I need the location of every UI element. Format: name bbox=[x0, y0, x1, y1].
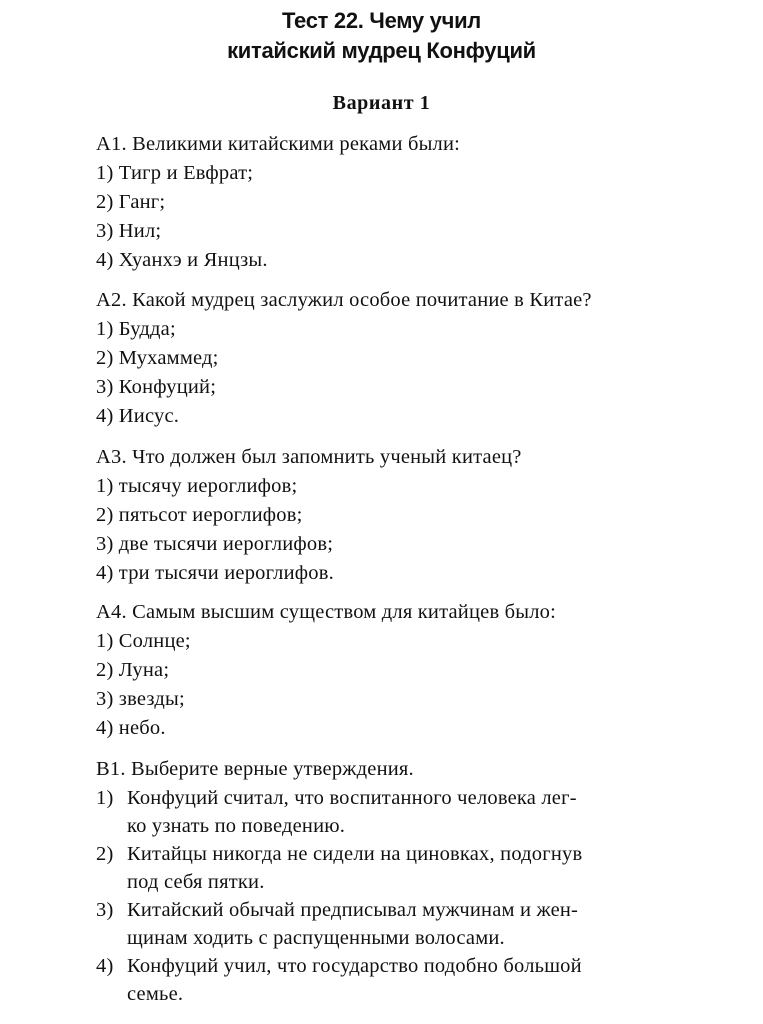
answer-option: 4) Хуанхэ и Янцзы. bbox=[96, 249, 268, 271]
answer-option: 3) Конфуций; bbox=[96, 376, 217, 398]
question-title: А1. Великими китайскими реками были: bbox=[96, 133, 461, 155]
answer-option: 1) Тигр и Евфрат; bbox=[96, 162, 254, 184]
answer-option: 2) пятьсот иероглифов; bbox=[96, 504, 303, 526]
statement-line: Китайцы никогда не сидели на циновках, подогнув bbox=[127, 843, 583, 865]
statement-number: 3) bbox=[96, 899, 114, 921]
answer-option: 4) Иисус. bbox=[96, 405, 180, 427]
question-a3 bbox=[96, 443, 716, 588]
answer-option: 1) Будда; bbox=[96, 318, 176, 340]
statement-line: Конфуций учил, что государство подобно большой bbox=[127, 955, 582, 977]
answer-option: 3) звезды; bbox=[96, 688, 185, 710]
test-title-line-1: Тест 22. Чему учил bbox=[282, 8, 481, 33]
question-b1 bbox=[96, 755, 716, 1008]
statement-line: семье. bbox=[127, 983, 184, 1005]
statement-option bbox=[96, 952, 716, 1008]
statement-text bbox=[127, 952, 712, 1008]
statement-line: щинам ходить с распущенными волосами. bbox=[127, 927, 505, 949]
statement-line: Конфуций считал, что воспитанного человека лег- bbox=[127, 787, 577, 809]
question-a4 bbox=[96, 598, 716, 743]
statement-number: 1) bbox=[96, 787, 114, 809]
answer-option: 1) Солнце; bbox=[96, 630, 191, 652]
question-title: А3. Что должен был запомнить ученый китаец? bbox=[96, 446, 522, 468]
answer-option: 2) Ганг; bbox=[96, 191, 166, 213]
answer-option: 2) Мухаммед; bbox=[96, 347, 219, 369]
question-title: В1. Выберите верные утверждения. bbox=[96, 758, 414, 780]
answer-option: 3) Нил; bbox=[96, 220, 162, 242]
variant-heading: Вариант 1 bbox=[332, 92, 431, 114]
statement-line: ко узнать по поведению. bbox=[127, 815, 346, 837]
answer-option: 3) две тысячи иероглифов; bbox=[96, 533, 334, 555]
statement-text bbox=[127, 840, 712, 896]
statement-text bbox=[127, 784, 712, 840]
test-title-line-2: китайский мудрец Конфуций bbox=[227, 38, 536, 63]
statement-option bbox=[96, 896, 716, 952]
question-title: А4. Самым высшим существом для китайцев было: bbox=[96, 601, 557, 623]
question-title: А2. Какой мудрец заслужил особое почитание в Китае? bbox=[96, 289, 592, 311]
answer-option: 4) небо. bbox=[96, 717, 166, 739]
answer-option: 2) Луна; bbox=[96, 659, 170, 681]
statement-line: под себя пятки. bbox=[127, 871, 265, 893]
statement-line: Китайский обычай предписывал мужчинам и жен- bbox=[127, 899, 579, 921]
answer-option: 4) три тысячи иероглифов. bbox=[96, 562, 334, 584]
statement-option bbox=[96, 784, 716, 840]
answer-option: 1) тысячу иероглифов; bbox=[96, 475, 298, 497]
question-a2 bbox=[96, 286, 716, 431]
statement-text bbox=[127, 896, 712, 952]
statement-option bbox=[96, 840, 716, 896]
statement-number: 2) bbox=[96, 843, 114, 865]
question-a1 bbox=[96, 130, 716, 275]
statement-number: 4) bbox=[96, 955, 114, 977]
